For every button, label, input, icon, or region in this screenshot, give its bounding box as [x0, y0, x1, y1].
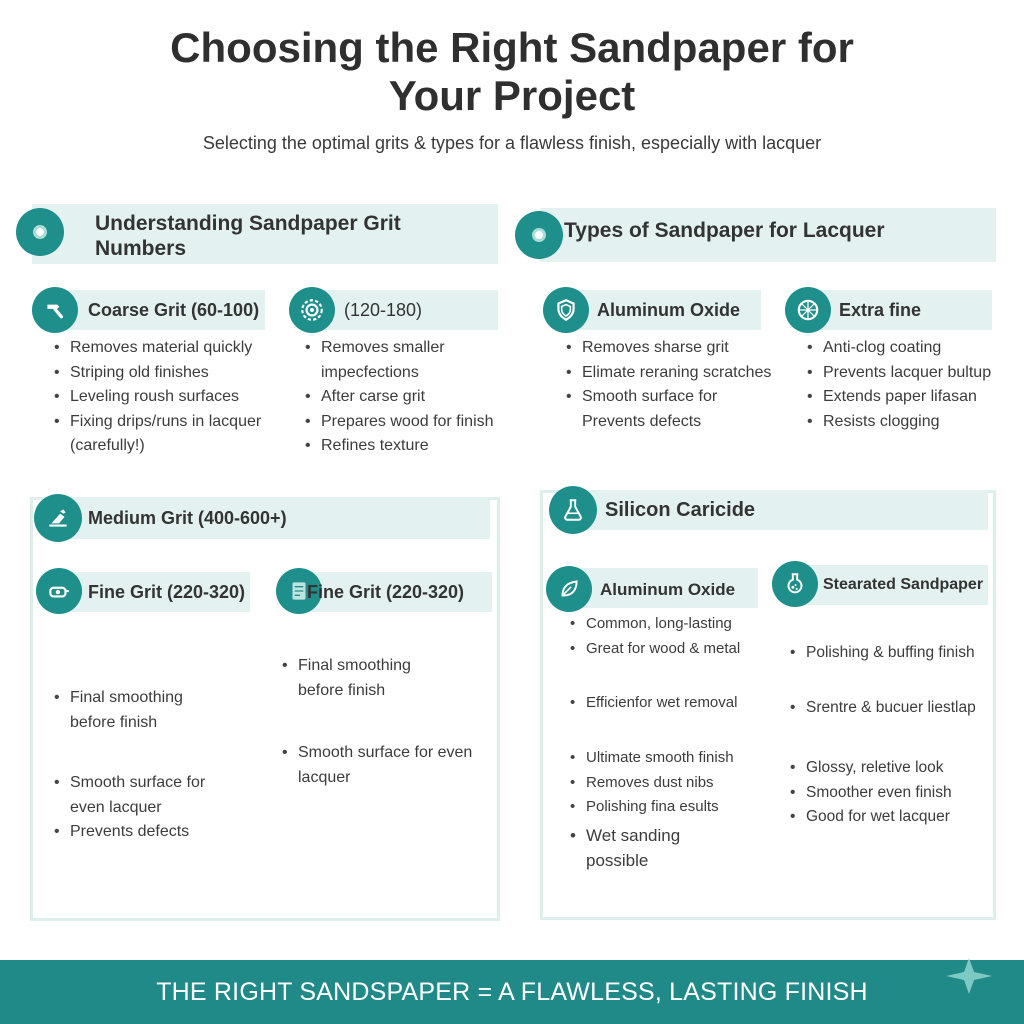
list-item: • Removes material quickly — [52, 336, 292, 361]
fine-grit-a-label: Fine Grit (220-320) — [88, 582, 246, 602]
beaker-icon — [772, 561, 818, 607]
list-item: • Smoother even finish — [788, 781, 993, 806]
medium-small-list — [303, 336, 539, 459]
coarse-grit-label: Coarse Grit (60-100) — [88, 300, 260, 320]
list-item: • Prevents defects — [52, 820, 262, 845]
list-item: • Polishing & buffing finish — [788, 641, 993, 666]
sparkle-icon — [944, 956, 994, 996]
hammer-icon — [32, 287, 78, 333]
aluminum-oxide-2-group-2 — [568, 691, 778, 716]
list-item: • Extends paper lifasan — [805, 385, 1015, 410]
list-item: • Removes sharse grit — [564, 336, 784, 361]
fine-grit-b-label: Fine Grit (220-320) — [307, 582, 465, 602]
fine-grit-b-list-bottom — [280, 741, 495, 790]
aluminum-oxide-2-group-4 — [568, 824, 778, 873]
list-item: • Great for wood & metal — [568, 637, 778, 662]
grid-disc-icon — [785, 287, 831, 333]
list-item: • Fixing drips/runs in lacquer — [52, 410, 292, 435]
list-item: • Elimate reraning scratches — [564, 361, 784, 386]
sanding-block-icon — [34, 494, 82, 542]
list-item: • Polishing fina esults — [568, 795, 778, 820]
stearated-group-1 — [788, 641, 993, 666]
title-line-2: Your Project — [388, 72, 636, 119]
aluminum-oxide-2-group-3 — [568, 746, 778, 820]
list-item: • Final smoothing before finish — [52, 686, 262, 735]
list-item: • Ultimate smooth finish — [568, 746, 778, 771]
stearated-group-3 — [788, 756, 993, 830]
extra-fine-list — [805, 336, 1015, 434]
aluminum-oxide-list — [564, 336, 784, 410]
target-dot-icon — [515, 211, 563, 259]
flask-icon — [549, 486, 597, 534]
title-line-1: Choosing the Right Sandpaper for — [170, 24, 854, 71]
coarse-grit-note: (carefully!) — [70, 437, 145, 454]
left-section-title-line-2: Numbers — [95, 237, 187, 260]
left-section-title — [95, 211, 401, 261]
list-item: • Resists clogging — [805, 410, 1015, 435]
sander-icon — [36, 568, 82, 614]
list-item: • Efficienfor wet removal — [568, 691, 778, 716]
list-item: • Prevents lacquer bultup — [805, 361, 1015, 386]
list-item: • Prepares wood for finish — [303, 410, 539, 435]
list-item: • Glossy, reletive look — [788, 756, 993, 781]
list-item: • Wet sanding possible — [568, 824, 778, 873]
list-item: • Removes smaller impecfections — [303, 336, 539, 385]
stearated-label: Stearated Sandpaper — [823, 576, 984, 593]
list-item: • Anti-clog coating — [805, 336, 1015, 361]
page-title — [0, 24, 1024, 120]
extra-fine-label: Extra fine — [839, 300, 922, 320]
list-item: • Leveling roush surfaces — [52, 385, 292, 410]
fine-grit-a-list-top — [52, 686, 262, 735]
list-item: • Srentre & bucuer liestlap — [788, 696, 993, 721]
list-item: • Good for wet lacquer — [788, 805, 993, 830]
left-section-title-line-1: Understanding Sandpaper Grit — [95, 212, 401, 235]
footer-banner: THE RIGHT SANDSPAPER = A FLAWLESS, LASTING FINISH — [0, 960, 1024, 1024]
fine-grit-a-list-bottom — [52, 771, 262, 845]
list-item: • Removes dust nibs — [568, 771, 778, 796]
list-item: • Final smoothing before finish — [280, 654, 495, 703]
list-item: • Refines texture — [303, 434, 539, 459]
list-item: • After carse grit — [303, 385, 539, 410]
fine-grit-b-list-top — [280, 654, 495, 703]
list-item: • Smooth surface for — [564, 385, 784, 410]
medium-grit-label: Medium Grit (400-600+) — [88, 508, 287, 528]
saw-blade-icon — [289, 287, 335, 333]
page-subtitle: Selecting the optimal grits & types for a flawless finish, especially with lacquer — [202, 133, 822, 153]
aluminum-oxide-2-group-1 — [568, 612, 778, 661]
target-dot-icon — [16, 208, 64, 256]
silicon-carbide-label: Silicon Caricide — [605, 499, 756, 521]
right-section-title: Types of Sandpaper for Lacquer — [564, 219, 885, 242]
coarse-grit-list — [52, 336, 292, 434]
medium-small-label: (120-180) — [344, 300, 423, 320]
aluminum-oxide-2-label: Aluminum Oxide — [600, 580, 736, 599]
aluminum-oxide-note: Prevents defects — [582, 413, 702, 430]
list-item: • Smooth surface for even lacquer — [52, 771, 262, 820]
leaf-icon — [546, 566, 592, 612]
stearated-group-2 — [788, 696, 993, 721]
shield-icon — [543, 287, 589, 333]
aluminum-oxide-label: Aluminum Oxide — [597, 300, 741, 320]
list-item: • Striping old finishes — [52, 361, 292, 386]
list-item: • Common, long-lasting — [568, 612, 778, 637]
list-item: • Smooth surface for even lacquer — [280, 741, 495, 790]
